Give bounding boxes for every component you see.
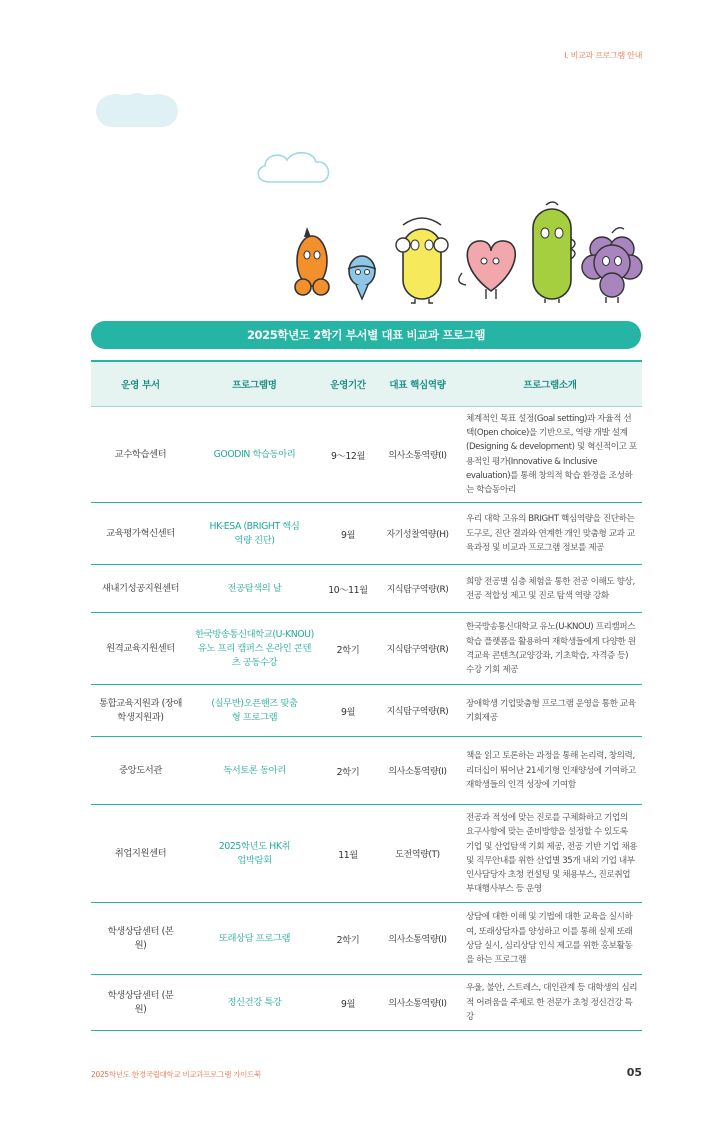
cell-program: 전공탐색의 날 bbox=[190, 565, 319, 613]
cell-dept: 새내기성공지원센터 bbox=[91, 565, 190, 613]
cell-period: 9～12월 bbox=[319, 407, 377, 503]
cell-competency: 의사소통역량(I) bbox=[377, 903, 458, 975]
cell-program: (실무반)오픈핸즈 맞춤형 프로그램 bbox=[190, 685, 319, 737]
header-period: 운영기간 bbox=[319, 361, 377, 407]
blue-mascot-icon bbox=[348, 256, 376, 299]
cell-period: 9월 bbox=[319, 975, 377, 1031]
table-row bbox=[91, 613, 642, 685]
cell-period: 2학기 bbox=[319, 613, 377, 685]
header-dept: 운영 부서 bbox=[91, 361, 190, 407]
cell-dept: 학생상담센터 (분원) bbox=[91, 975, 190, 1031]
cell-dept: 원격교육지원센터 bbox=[91, 613, 190, 685]
table-row bbox=[91, 407, 642, 503]
table-header-row bbox=[91, 361, 642, 407]
cell-description: 우울, 불안, 스트레스, 대인관계 등 대학생의 심리적 어려움을 주제로 한 전문가 초청 정신건강 특강 bbox=[458, 975, 642, 1031]
cell-description: 희망 전공별 심층 체험을 통한 전공 이해도 향상, 전공 적합성 제고 및 진로 탐색 역량 강화 bbox=[458, 565, 642, 613]
cell-competency: 의사소통역량(I) bbox=[377, 407, 458, 503]
cell-period: 9월 bbox=[319, 503, 377, 565]
cell-competency: 자기성찰역량(H) bbox=[377, 503, 458, 565]
cell-program: 2025학년도 HK취업박람회 bbox=[190, 805, 319, 903]
program-table bbox=[91, 360, 642, 1031]
footer-book-title: 2025학년도 한경국립대학교 비교과프로그램 가이드북 bbox=[91, 1070, 261, 1079]
cell-competency: 지식탐구역량(R) bbox=[377, 565, 458, 613]
table-row bbox=[91, 975, 642, 1031]
mascot-group bbox=[290, 195, 650, 305]
cell-period: 2학기 bbox=[319, 903, 377, 975]
cell-description: 체계적인 목표 설정(Goal setting)과 자율적 선택(Open choice)을 기반으로, 역량 개발 설계(Designing & development) 및 혁신적이고 포용적인 평가(Innovative & Inclusive evaluation)를 통해 창의적 학습 환경을 조성하는 학습동아리 bbox=[458, 407, 642, 503]
header-description: 프로그램소개 bbox=[458, 361, 642, 407]
cell-description: 전공과 적성에 맞는 진로를 구체화하고 기업의 요구사항에 맞는 준비방향을 설정할 수 있도록 기업 및 산업탐색 기회 제공, 전공 기반 기업 채용 및 직무안내를 위한 산업별 35개 내외 기업 내부 인사담당자 초청 컨설팅 및 채용부스, 진로취업 부대행사부스 등 운영 bbox=[458, 805, 642, 903]
cell-program: 한국방송통신대학교(U-KNOU) 유노 프리 캠퍼스 온라인 콘텐츠 공동수강 bbox=[190, 613, 319, 685]
cell-period: 10～11월 bbox=[319, 565, 377, 613]
cell-program: GOODIN 학습동아리 bbox=[190, 407, 319, 503]
cell-description: 책을 읽고 토론하는 과정을 통해 논리력, 창의력, 리더십이 뛰어난 21세기형 인재양성에 기여하고 재학생들의 인격 성장에 기여함 bbox=[458, 737, 642, 805]
orange-mascot-icon bbox=[295, 227, 329, 295]
cell-dept: 중앙도서관 bbox=[91, 737, 190, 805]
yellow-mascot-icon bbox=[396, 218, 448, 299]
table-row bbox=[91, 903, 642, 975]
cell-description: 우리 대학 고유의 BRIGHT 핵심역량을 진단하는 도구로, 진단 결과와 연계한 개인 맞춤형 교과 교육과정 및 비교과 프로그램 정보를 제공 bbox=[458, 503, 642, 565]
cell-period: 9월 bbox=[319, 685, 377, 737]
cell-program: HK-ESA (BRIGHT 핵심역량 진단) bbox=[190, 503, 319, 565]
cloud-icon bbox=[253, 148, 335, 186]
cell-program: 또래상담 프로그램 bbox=[190, 903, 319, 975]
cell-program: 독서토론 동아리 bbox=[190, 737, 319, 805]
cell-description: 상담에 대한 이해 및 기법에 대한 교육을 실시하여, 또래상담자를 양성하고 이를 통해 실제 또래상담 실시, 심리상담 인식 제고를 위한 홍보활동을 하는 프로그램 bbox=[458, 903, 642, 975]
banner-title: 2025학년도 2학기 부서별 대표 비교과 프로그램 bbox=[91, 321, 641, 349]
purple-grape-mascot-icon bbox=[582, 228, 642, 297]
header-competency: 대표 핵심역량 bbox=[377, 361, 458, 407]
table-row bbox=[91, 737, 642, 805]
cell-competency: 지식탐구역량(R) bbox=[377, 613, 458, 685]
cell-program: 정신건강 특강 bbox=[190, 975, 319, 1031]
cell-competency: 의사소통역량(I) bbox=[377, 975, 458, 1031]
cloud-icon bbox=[96, 93, 178, 129]
cell-dept: 교수학습센터 bbox=[91, 407, 190, 503]
table-row bbox=[91, 805, 642, 903]
cell-description: 장애학생 기업맞춤형 프로그램 운영을 통한 교육 기회제공 bbox=[458, 685, 642, 737]
table-row bbox=[91, 503, 642, 565]
cell-period: 11월 bbox=[319, 805, 377, 903]
header-program: 프로그램명 bbox=[190, 361, 319, 407]
table-row bbox=[91, 685, 642, 737]
cell-competency: 의사소통역량(I) bbox=[377, 737, 458, 805]
green-mascot-icon bbox=[533, 202, 575, 299]
page-number: 05 bbox=[626, 1066, 642, 1079]
cell-competency: 지식탐구역량(R) bbox=[377, 685, 458, 737]
cell-dept: 학생상담센터 (본원) bbox=[91, 903, 190, 975]
pink-heart-mascot-icon bbox=[459, 241, 515, 291]
section-label: Ⅰ. 비교과 프로그램 안내 bbox=[564, 51, 642, 60]
cell-competency: 도전역량(T) bbox=[377, 805, 458, 903]
cell-period: 2학기 bbox=[319, 737, 377, 805]
table-row bbox=[91, 565, 642, 613]
cell-dept: 취업지원센터 bbox=[91, 805, 190, 903]
cell-description: 한국방송통신대학교 유노(U-KNOU) 프리캠퍼스 학습 플랫폼을 활용하여 재학생들에게 다양한 원격교육 콘텐츠(교양강좌, 기초학습, 자격증 등) 수강 기회 제공 bbox=[458, 613, 642, 685]
cell-dept: 교육평가혁신센터 bbox=[91, 503, 190, 565]
cell-dept: 통합교육지원과 (장애학생지원과) bbox=[91, 685, 190, 737]
